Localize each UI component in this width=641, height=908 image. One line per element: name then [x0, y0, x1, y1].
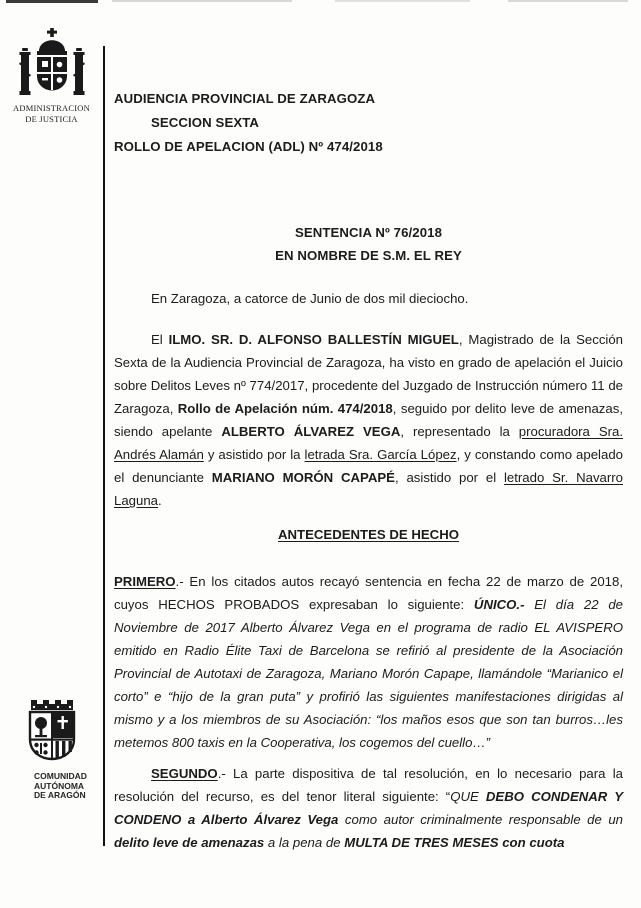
text-segment: procuradora Sra. Andrés Alamán — [114, 424, 623, 462]
text-segment: ILMO. SR. D. ALFONSO BALLESTÍN MIGUEL — [168, 332, 459, 347]
aragon-caption-line: AUTÓNOMA — [34, 780, 85, 791]
text-segment: a la pena de — [264, 835, 345, 850]
text-segment: .- En los citados autos recayó sentencia en fecha 22 de marzo de 2018, cuyos HECHOS PROBADOS expresaban lo siguiente: — [114, 574, 623, 612]
text-segment: , representado la — [400, 424, 519, 439]
antecedentes-heading: ANTECEDENTES DE HECHO — [278, 527, 459, 542]
text-segment: letrado Sr. Navarro Laguna — [114, 470, 623, 508]
sentence-number: SENTENCIA Nº 76/2018 — [294, 225, 443, 240]
text-segment: ÚNICO.- — [473, 597, 525, 612]
justice-caption — [0, 103, 103, 124]
text-segment: y asistido por la — [203, 447, 305, 462]
text-segment: Rollo de Apelación núm. 474/2018 — [177, 401, 393, 416]
text-segment: SEGUNDO — [151, 766, 218, 781]
appeal-intro-paragraph — [114, 328, 623, 512]
text-segment: , Magistrado de la Sección Sexta de la Audiencia Provincial de Zaragoza, ha visto en grado de apelación el Juicio sobre Delitos Leves nº 774/2017, procedente del Juzgado de Instrucción número 11 de Zaragoza, — [114, 332, 624, 416]
justice-caption-line: ADMINISTRACION — [13, 103, 90, 113]
text-segment: .- La parte dispositiva de tal resolución, en lo necesario para la resolución del recurso, es del tenor literal siguiente: “ — [114, 766, 623, 804]
primero-paragraph — [114, 570, 623, 754]
text-segment: DEBO CONDENAR Y CONDENO a Alberto Álvarez Vega — [114, 789, 623, 827]
aragon-coat-of-arms-icon — [23, 692, 81, 768]
text-segment: ALBERTO ÁLVAREZ VEGA — [221, 424, 401, 439]
aragon-caption-line: DE ARAGÓN — [34, 790, 86, 800]
text-segment: , asistido por el — [394, 470, 504, 485]
text-segment: MULTA DE TRES MESES con cuota — [344, 835, 565, 850]
segundo-paragraph — [114, 762, 623, 854]
text-segment: El día 22 de Noviembre de 2017 Alberto Álvarez Vega en el programa de radio EL AVISPERO emitido en Radio Élite Taxi de Barcelona se refirió al presidente de la Asociación Provincial de Autotaxi de Zaragoza, Mariano Morón Capape, llamándole “Marianico el corto” e “hijo de la gran puta” y profirió las siguientes manifestaciones dirigidas al mismo y a los miembros de su Asociación: “los maños esos que son tan burros…les metemos 800 taxis en la Cooperativa, los cogemos del cuello…” — [114, 597, 623, 750]
text-segment: , seguido por delito leve de amenazas, siendo apelante — [114, 401, 623, 439]
text-segment: letrada Sra. García López — [304, 447, 457, 462]
text-segment: delito leve de amenazas — [114, 835, 265, 850]
sentence-title-block — [114, 221, 623, 267]
aragon-emblem-block — [0, 692, 103, 801]
text-segment: . — [158, 493, 162, 508]
left-margin-column — [0, 0, 103, 908]
text-segment: QUE — [450, 789, 486, 804]
justice-emblem-block — [0, 28, 103, 124]
text-segment: PRIMERO — [114, 574, 176, 589]
court-section: SECCION SEXTA — [151, 115, 260, 130]
margin-divider-line — [103, 46, 105, 846]
aragon-caption — [0, 772, 103, 801]
text-segment: MARIANO MORÓN CAPAPÉ — [211, 470, 395, 485]
spain-coat-of-arms-icon — [18, 28, 86, 100]
text-segment: , y constando como apelado el denunciante — [114, 447, 623, 485]
text-segment: como autor criminalmente responsable de un — [338, 812, 623, 827]
court-name: AUDIENCIA PROVINCIAL DE ZARAGOZA — [114, 91, 376, 106]
document-body — [114, 0, 623, 854]
justice-caption-line: DE JUSTICIA — [25, 113, 78, 124]
aragon-caption-line: COMUNIDAD — [34, 771, 87, 781]
appeal-roll-number: ROLLO DE APELACION (ADL) Nº 474/2018 — [114, 139, 383, 154]
in-name-of-king: EN NOMBRE DE S.M. EL REY — [275, 248, 462, 263]
place-and-date: En Zaragoza, a catorce de Junio de dos mil dieciocho. — [151, 291, 469, 306]
text-segment: El — [151, 332, 169, 347]
case-header — [114, 0, 623, 159]
